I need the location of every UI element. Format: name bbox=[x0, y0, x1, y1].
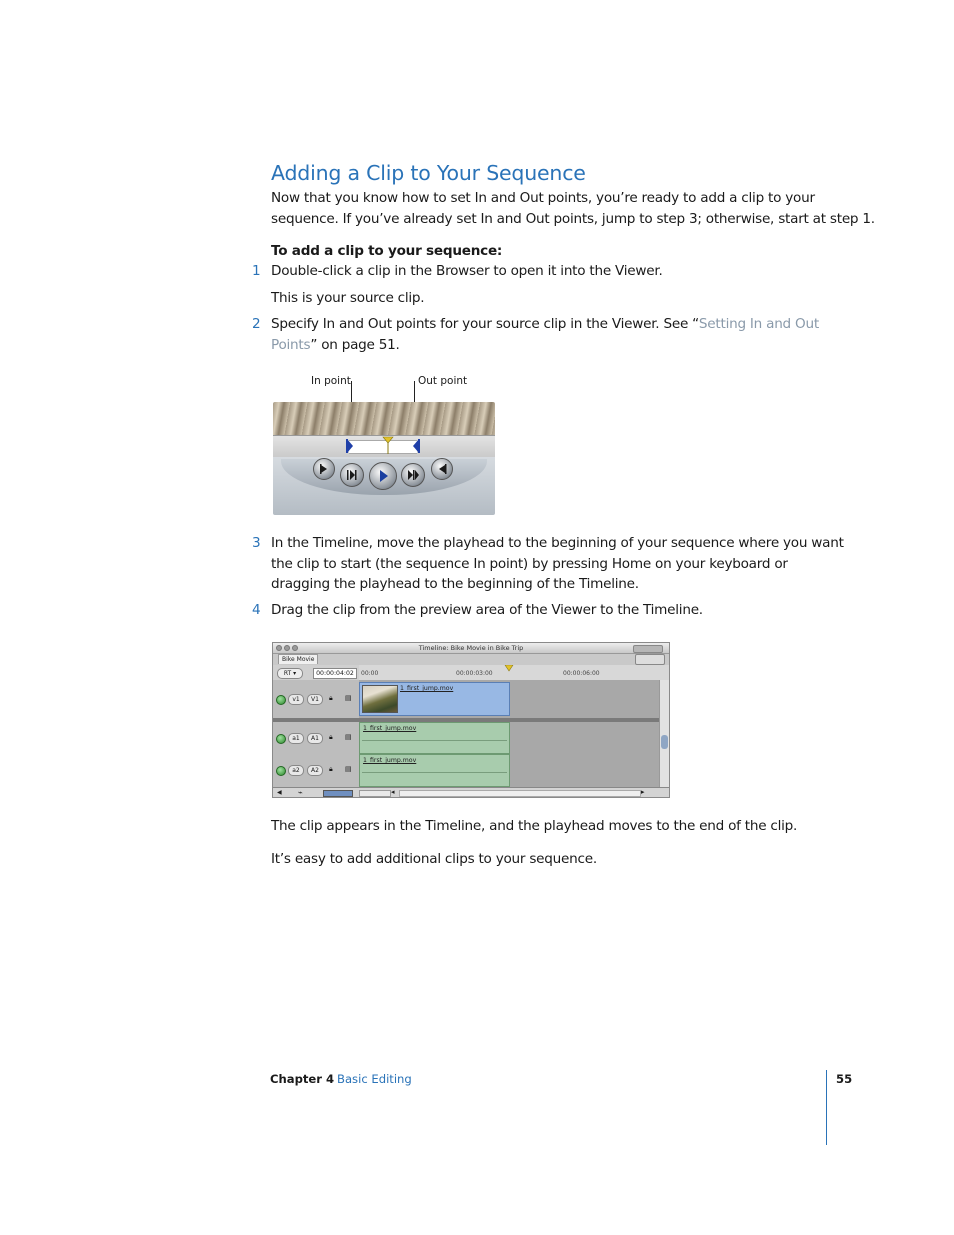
footer-chapter: Chapter 4 bbox=[270, 1072, 335, 1086]
callout-out-point: Out point bbox=[418, 375, 468, 387]
step-3-text bbox=[271, 533, 844, 595]
clip-keyframes-icon[interactable]: ⌁ bbox=[298, 788, 303, 797]
audio-clip-a1[interactable] bbox=[359, 722, 510, 754]
audio-clip-a2[interactable] bbox=[359, 754, 510, 787]
clip-overlays-icon[interactable]: ◀ bbox=[277, 789, 282, 796]
lock-icon[interactable]: 🔒︎ bbox=[329, 765, 333, 773]
ruler-label-0: 00:00 bbox=[361, 670, 379, 677]
track-header-v1 bbox=[273, 680, 359, 719]
step-3-number: 3 bbox=[252, 535, 261, 551]
clip-name: 1_first_jump.mov bbox=[363, 725, 417, 732]
rt-menu-button[interactable]: RT ▾ bbox=[277, 668, 303, 679]
closing-paragraph: It’s easy to add additional clips to your sequence. bbox=[271, 851, 597, 867]
source-control-a2[interactable]: a2 bbox=[288, 765, 304, 776]
mark-in-button[interactable] bbox=[313, 458, 335, 480]
viewer-transport-controls bbox=[273, 457, 495, 515]
timeline-window-title: Timeline: Bike Movie in Bike Trip bbox=[418, 644, 524, 652]
step-4-text: Drag the clip from the preview area of the Viewer to the Timeline. bbox=[271, 602, 703, 618]
track-area-v1[interactable] bbox=[359, 680, 659, 719]
lock-icon[interactable]: 🔒︎ bbox=[329, 694, 333, 702]
rt-label: RT bbox=[283, 670, 292, 677]
mark-in-icon bbox=[314, 459, 334, 479]
clip-name: 1_first_jump.mov bbox=[400, 685, 454, 692]
next-edit-button[interactable] bbox=[401, 463, 425, 487]
zoom-slider[interactable] bbox=[359, 790, 391, 797]
step-2-text bbox=[271, 314, 819, 355]
timecode-field[interactable]: 00:00:04:02 bbox=[313, 668, 357, 679]
intro-paragraph bbox=[271, 188, 875, 229]
destination-control-a1[interactable]: A1 bbox=[307, 733, 323, 744]
track-header-a1 bbox=[273, 722, 359, 755]
step-2-pretext: Specify In and Out points for your source clip in the Viewer. See “ bbox=[271, 316, 699, 332]
step-2-posttext: ” on page 51. bbox=[310, 336, 400, 353]
track-height-control[interactable] bbox=[323, 790, 353, 797]
destination-control-v1[interactable]: V1 bbox=[307, 694, 323, 705]
timeline-controls bbox=[273, 665, 359, 680]
previous-edit-button[interactable] bbox=[340, 463, 364, 487]
page-number: 55 bbox=[836, 1072, 853, 1086]
procedure-title: To add a clip to your sequence: bbox=[271, 243, 503, 259]
scroll-right-icon[interactable]: ▸ bbox=[641, 788, 645, 796]
timeline-view-options-button[interactable] bbox=[635, 654, 665, 665]
viewer-image-preview bbox=[273, 402, 495, 435]
source-control-v1[interactable]: v1 bbox=[288, 694, 304, 705]
footer-section-link[interactable]: Basic Editing bbox=[337, 1072, 412, 1086]
auto-select-icon[interactable]: ▤ bbox=[345, 765, 352, 773]
step-3-line-1: In the Timeline, move the playhead to the beginning of your sequence where you want bbox=[271, 535, 844, 551]
viewer-screenshot bbox=[273, 402, 495, 515]
ruler-label-2: 00:00:06:00 bbox=[563, 670, 600, 677]
step-2-line-1 bbox=[271, 314, 819, 335]
track-audible-icon[interactable] bbox=[276, 766, 286, 776]
lock-icon[interactable]: 🔒︎ bbox=[329, 733, 333, 741]
toolbar-toggle-button[interactable] bbox=[633, 645, 663, 653]
track-area-a2[interactable] bbox=[359, 754, 659, 788]
vertical-scroll-thumb[interactable] bbox=[661, 735, 668, 749]
step-1-text: Double-click a clip in the Browser to open it into the Viewer. bbox=[271, 263, 663, 279]
timeline-vertical-scrollbar[interactable] bbox=[659, 680, 670, 787]
track-area-a1[interactable] bbox=[359, 722, 659, 755]
step-4-number: 4 bbox=[252, 602, 261, 618]
horizontal-scrollbar[interactable] bbox=[399, 790, 641, 797]
intro-line-2: sequence. If you’ve already set In and Out points, jump to step 3; otherwise, start at step 1. bbox=[271, 210, 875, 227]
tab-bike-movie[interactable]: Bike Movie bbox=[278, 654, 318, 664]
previous-edit-icon bbox=[341, 464, 363, 486]
audio-waveform bbox=[362, 740, 507, 741]
mark-out-icon bbox=[432, 459, 452, 479]
step-1-number: 1 bbox=[252, 263, 261, 279]
ruler-label-1: 00:00:03:00 bbox=[456, 670, 493, 677]
callout-in-point: In point bbox=[311, 375, 351, 387]
step-1-note: This is your source clip. bbox=[271, 290, 425, 306]
scroll-left-icon[interactable]: ◂ bbox=[391, 788, 395, 796]
timeline-ruler[interactable] bbox=[359, 665, 669, 681]
auto-select-icon[interactable]: ▤ bbox=[345, 694, 352, 702]
destination-control-a2[interactable]: A2 bbox=[307, 765, 323, 776]
clip-thumbnail bbox=[362, 685, 398, 713]
intro-line-1: Now that you know how to set In and Out points, you’re ready to add a clip to your bbox=[271, 190, 815, 206]
track-header-a2 bbox=[273, 754, 359, 788]
step-3-line-2: the clip to start (the sequence In point) by pressing Home on your keyboard or bbox=[271, 555, 788, 572]
section-heading: Adding a Clip to Your Sequence bbox=[271, 161, 586, 185]
track-audible-icon[interactable] bbox=[276, 734, 286, 744]
play-button[interactable] bbox=[369, 462, 397, 490]
timeline-bottom-bar bbox=[273, 787, 669, 798]
cross-reference-link[interactable]: Setting In and Out bbox=[698, 316, 819, 332]
next-edit-icon bbox=[402, 464, 424, 486]
result-paragraph: The clip appears in the Timeline, and the playhead moves to the end of the clip. bbox=[271, 818, 798, 834]
step-2-line-2 bbox=[271, 335, 819, 356]
auto-select-icon[interactable]: ▤ bbox=[345, 733, 352, 741]
in-out-markers bbox=[273, 436, 495, 458]
step-2-number: 2 bbox=[252, 316, 261, 332]
viewer-scrubber-bar[interactable] bbox=[273, 435, 495, 458]
track-visibility-icon[interactable] bbox=[276, 695, 286, 705]
video-clip[interactable] bbox=[359, 682, 510, 716]
timeline-screenshot bbox=[272, 642, 670, 798]
cross-reference-link-cont[interactable]: Points bbox=[271, 336, 311, 353]
source-control-a1[interactable]: a1 bbox=[288, 733, 304, 744]
playhead-icon[interactable] bbox=[359, 665, 669, 680]
play-icon bbox=[370, 463, 396, 489]
clip-name: 1_first_jump.mov bbox=[363, 757, 417, 764]
footer-divider bbox=[826, 1070, 827, 1145]
mark-out-button[interactable] bbox=[431, 458, 453, 480]
step-3-line-3: dragging the playhead to the beginning of the Timeline. bbox=[271, 576, 639, 592]
audio-waveform bbox=[362, 772, 507, 773]
timeline-title-bar bbox=[273, 643, 669, 654]
